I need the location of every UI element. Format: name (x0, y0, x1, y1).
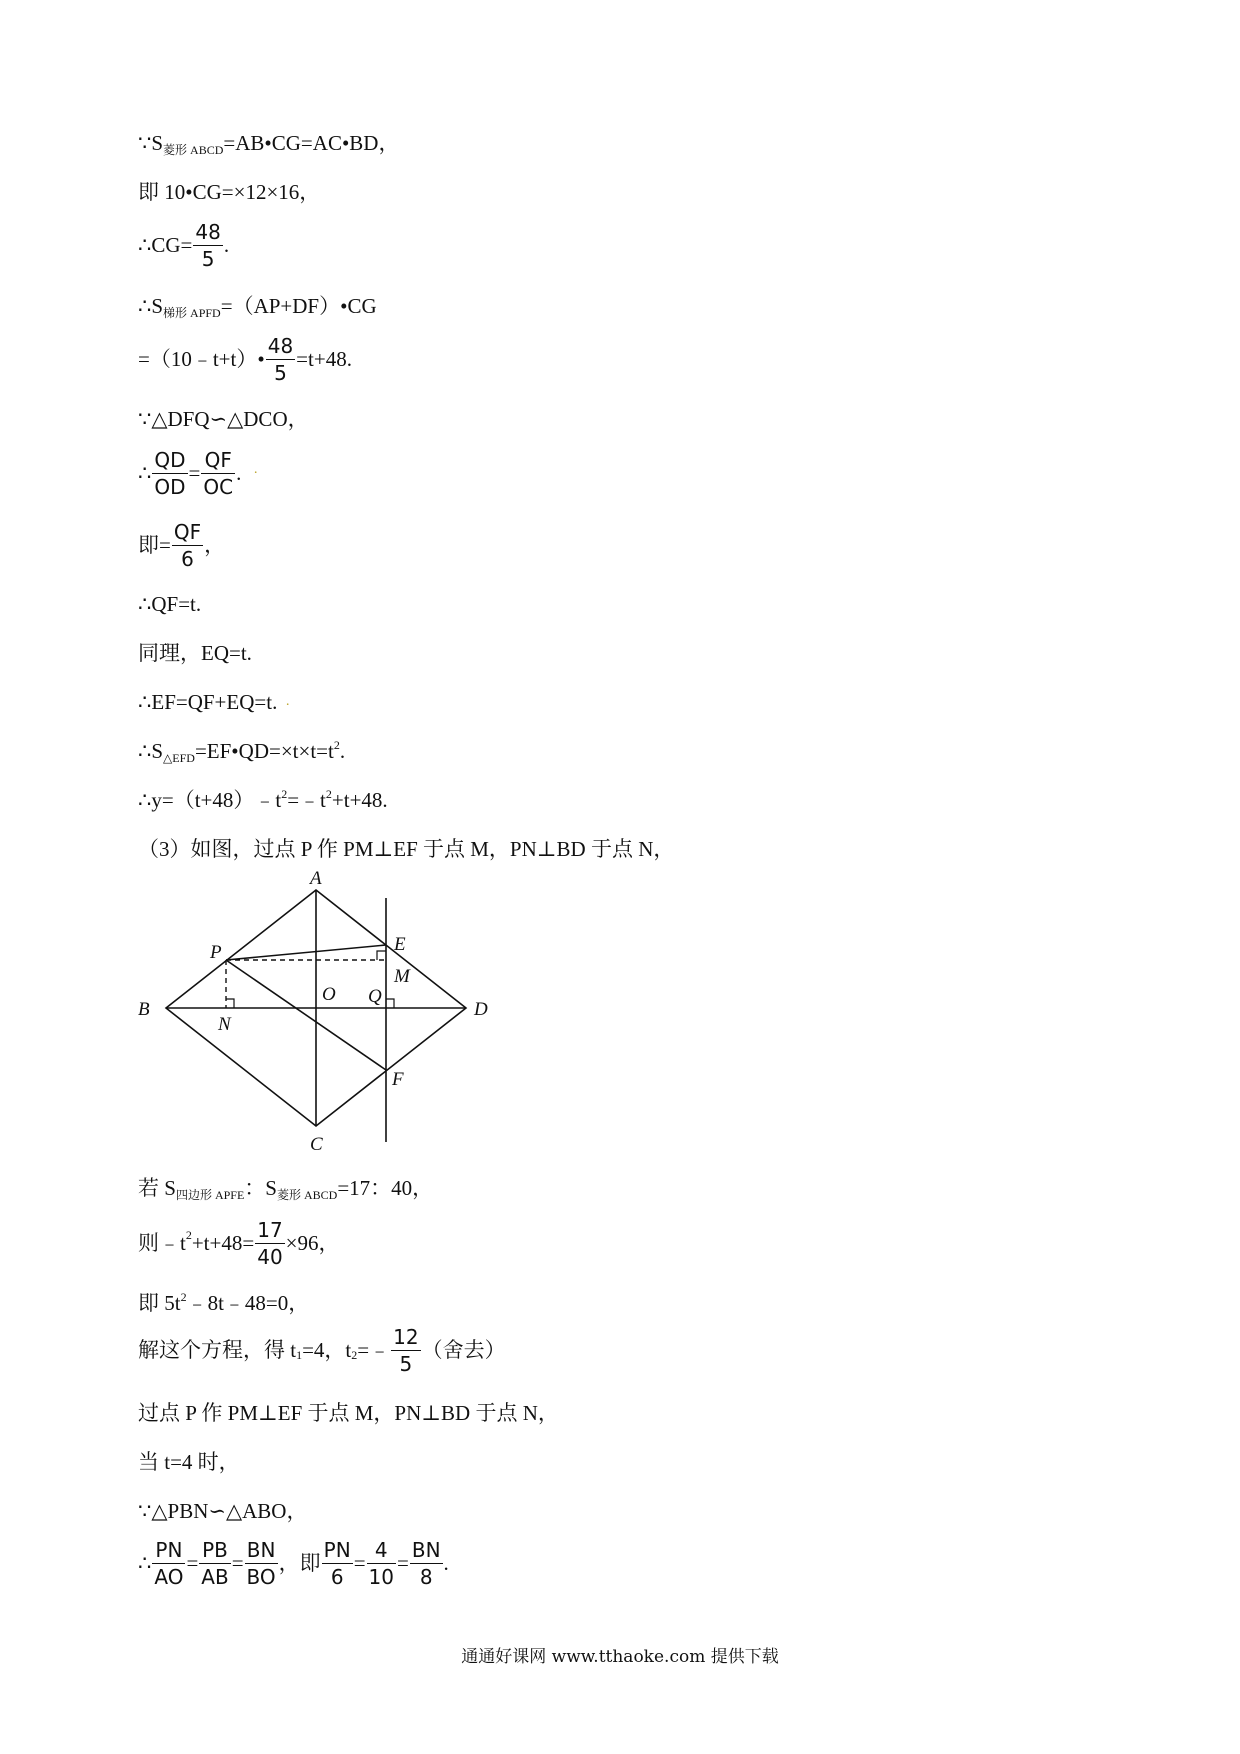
numerator: BN (411, 1538, 441, 1562)
text: 即 5t (138, 1291, 181, 1315)
subscript: 1 (296, 1347, 303, 1362)
text: 即= (138, 533, 171, 557)
text-line (138, 294, 377, 320)
equals-sign: = (231, 1551, 244, 1575)
text: . (236, 461, 242, 485)
fraction (245, 1540, 278, 1587)
text-line (138, 787, 388, 812)
denominator: OD (154, 475, 186, 499)
fraction (367, 1540, 396, 1587)
fraction (199, 1540, 230, 1587)
text: 若 S (138, 1176, 176, 1200)
label-e: E (394, 934, 406, 955)
fraction (391, 1327, 420, 1374)
text: ×96， (285, 1231, 340, 1255)
text: =﹣t (287, 788, 326, 812)
text: ∴ (138, 461, 152, 485)
text: ∴S (138, 294, 164, 318)
denominator: OC (203, 475, 234, 499)
text: =（AP+DF）•CG (220, 294, 377, 318)
numerator: 12 (393, 1325, 419, 1349)
text: ∴ (138, 1551, 152, 1575)
fraction (152, 1540, 185, 1587)
text: ，即 (278, 1551, 321, 1575)
numerator: 17 (257, 1218, 283, 1242)
denominator: 6 (330, 1565, 344, 1589)
denominator: AB (201, 1565, 229, 1589)
text: ， (204, 533, 226, 557)
label-n: N (218, 1014, 231, 1035)
text-line (138, 222, 229, 269)
denominator: 5 (274, 361, 287, 385)
text: ∴S (138, 739, 164, 763)
fraction (193, 222, 222, 269)
text-line: ∴QF=t. (138, 592, 202, 616)
subscript: △EFD (163, 751, 195, 765)
text-line (138, 131, 400, 157)
subscript: 2 (351, 1347, 358, 1362)
text: . (339, 739, 346, 763)
denominator: AO (154, 1565, 184, 1589)
text: =4，t (302, 1338, 352, 1362)
fraction (322, 1540, 353, 1587)
text: =17：40， (337, 1176, 434, 1200)
denominator: 10 (368, 1565, 394, 1589)
text-line: ∵△DFQ∽△DCO， (138, 407, 309, 431)
superscript: 2 (281, 787, 288, 801)
text: （舍去） (421, 1338, 506, 1362)
text: 解这个方程，得 t (138, 1338, 297, 1362)
fraction (201, 450, 235, 497)
text-line: 即 10•CG=×12×16， (138, 180, 321, 204)
page-footer: 通通好课网 www.tthaoke.com 提供下载 (461, 1647, 779, 1667)
text: +t+48= (191, 1231, 255, 1255)
text: ∴y=（t+48）﹣t (138, 788, 282, 812)
subscript: 菱形 ABCD (163, 143, 224, 157)
label-q: Q (368, 986, 382, 1007)
denominator: 6 (181, 547, 194, 571)
text-line: 同理，EQ=t. (138, 641, 252, 665)
label-c: C (310, 1134, 323, 1155)
denominator: 40 (257, 1245, 283, 1269)
numerator: BN (245, 1540, 278, 1564)
fraction (152, 450, 187, 497)
text: . (223, 233, 230, 257)
stray-mark: · (253, 465, 259, 481)
text: =（10﹣t+t）• (138, 347, 265, 371)
segment-pf (226, 960, 386, 1070)
segment-pe (226, 945, 386, 960)
text-line: 过点 P 作 PM⊥EF 于点 M，PN⊥BD 于点 N， (138, 1401, 559, 1425)
geometry-figure (130, 870, 510, 1160)
text-line: 当 t=4 时， (138, 1450, 240, 1474)
text-line (138, 1540, 449, 1587)
text-line (138, 336, 352, 383)
denominator: BO (246, 1565, 276, 1589)
text-line (138, 522, 225, 569)
subscript: 梯形 APFD (163, 306, 221, 320)
text-line (138, 738, 346, 765)
right-angle-m (377, 951, 386, 960)
numerator: PN (152, 1540, 185, 1564)
fraction (266, 336, 295, 383)
numerator: QD (154, 448, 186, 472)
text-line (138, 1220, 340, 1267)
fraction (410, 1540, 443, 1587)
text: ∵S (138, 131, 164, 155)
superscript: 2 (325, 787, 332, 801)
label-d: D (474, 999, 488, 1020)
text: +t+48. (331, 788, 388, 812)
text: ∴CG= (138, 233, 193, 257)
text-line (138, 450, 258, 497)
label-f: F (392, 1069, 404, 1090)
text: =﹣ (357, 1338, 391, 1362)
label-a: A (310, 870, 322, 889)
numerator: PN (323, 1538, 351, 1562)
numerator: 48 (195, 220, 221, 244)
equals-sign: = (353, 1551, 366, 1575)
stray-mark: · (285, 698, 290, 713)
equals-sign: = (188, 461, 201, 485)
denominator: 5 (201, 247, 215, 271)
numerator: PB (199, 1540, 230, 1564)
subscript: 菱形 ABCD (276, 1188, 338, 1202)
text: ﹣8t﹣48=0， (186, 1291, 310, 1315)
text: =AB•CG=AC•BD， (223, 131, 400, 155)
superscript: 2 (185, 1227, 192, 1242)
superscript: 2 (180, 1290, 187, 1304)
label-p: P (210, 942, 222, 963)
numerator: QF (201, 450, 235, 474)
text: =EF•QD=×t×t=t (194, 739, 334, 763)
equals-sign: = (397, 1551, 409, 1575)
label-o: O (322, 984, 336, 1005)
fraction (255, 1220, 284, 1267)
text: =t+48. (296, 347, 352, 371)
equals-sign: = (186, 1551, 199, 1575)
text-line (138, 1290, 310, 1315)
label-m: M (394, 966, 410, 987)
numerator: 4 (367, 1540, 396, 1564)
text: . (443, 1551, 449, 1575)
right-angle-n (226, 999, 234, 1008)
fraction (172, 522, 203, 569)
label-b: B (138, 999, 150, 1020)
numerator: 48 (267, 334, 294, 358)
text: ∴EF=QF+EQ=t. (138, 690, 278, 714)
text-line: （3）如图，过点 P 作 PM⊥EF 于点 M，PN⊥BD 于点 N， (138, 837, 675, 861)
subscript: 四边形 APFE (175, 1188, 245, 1202)
text-line (138, 692, 290, 713)
superscript: 2 (333, 738, 340, 752)
numerator: QF (173, 520, 202, 544)
text-line (138, 1176, 434, 1202)
denominator: 8 (419, 1565, 433, 1589)
denominator: 5 (399, 1352, 413, 1376)
text-line (138, 1327, 506, 1374)
right-angle-q (386, 999, 394, 1008)
text: ：S (244, 1176, 277, 1200)
text-line: ∵△PBN∽△ABO， (138, 1499, 308, 1523)
text: 则﹣t (138, 1231, 186, 1255)
